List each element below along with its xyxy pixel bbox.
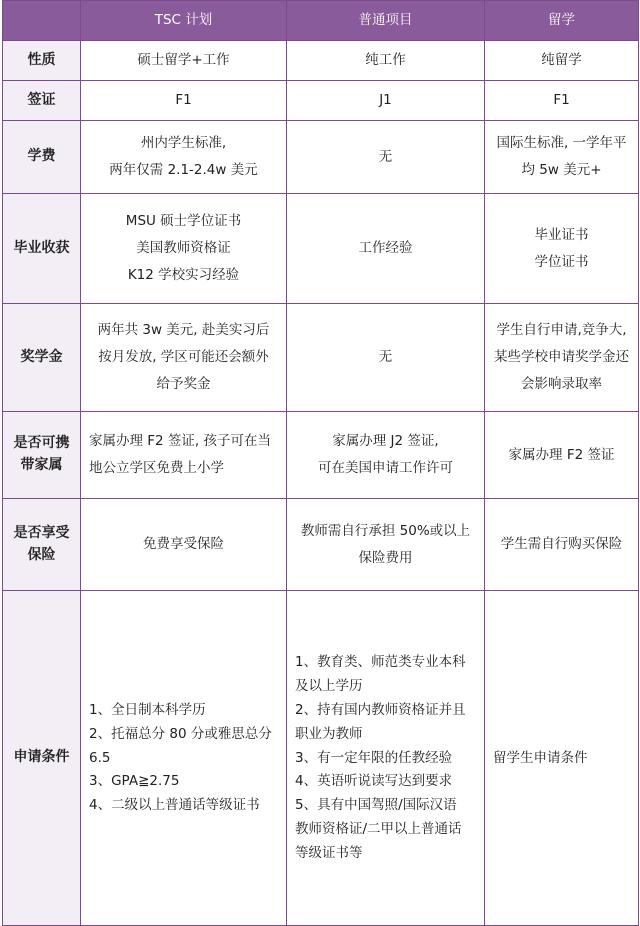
header-corner [3, 1, 81, 41]
cell-line: 学位证书 [534, 253, 589, 270]
row-label-line: 是否可携 [13, 435, 70, 452]
cell-line: 某些学校申请奖学金还 [494, 349, 629, 366]
header-tsc-plan: TSC 计划 [81, 1, 287, 41]
cell-family-tsc [81, 412, 287, 499]
list-item: 3、有一定年限的任教经验 [295, 749, 453, 766]
cell-insurance-tsc: 免费享受保险 [81, 499, 287, 591]
row-insurance [3, 499, 639, 591]
row-label-visa: 签证 [3, 81, 81, 121]
list-item: 4、二级以上普通话等级证书 [89, 797, 260, 814]
list-item: 1、全日制本科学历 [89, 701, 206, 718]
row-nature [3, 41, 639, 81]
row-label-requirements: 申请条件 [3, 591, 81, 926]
cell-line: 会影响录取率 [521, 375, 602, 392]
cell-requirements-normal [287, 591, 485, 926]
cell-insurance-normal [287, 499, 485, 591]
header-study-abroad: 留学 [485, 1, 639, 41]
cell-line: 保险费用 [358, 549, 413, 566]
header-normal-program: 普通项目 [287, 1, 485, 41]
list-item: 4、英语听说读写达到要求 [295, 773, 453, 790]
cell-gains-normal: 工作经验 [287, 194, 485, 304]
list-item: 6.5 [89, 749, 111, 766]
row-tuition [3, 121, 639, 194]
cell-line: 美国教师资格证 [136, 240, 231, 257]
row-label-gains: 毕业收获 [3, 194, 81, 304]
cell-line: 地公立学区免费上小学 [89, 460, 224, 476]
comparison-table [2, 0, 639, 926]
cell-insurance-study: 学生需自行购买保险 [485, 499, 639, 591]
cell-line: 可在美国申请工作许可 [318, 460, 453, 476]
list-item: 2、持有国内教师资格证并且 [295, 701, 466, 718]
row-label-scholarship: 奖学金 [3, 304, 81, 412]
cell-line: 州内学生标准, [140, 135, 227, 152]
row-label-insurance [3, 499, 81, 591]
cell-scholarship-normal: 无 [287, 304, 485, 412]
cell-line: 两年仅需 2.1-2.4w 美元 [109, 162, 258, 178]
cell-requirements-study: 留学生申请条件 [485, 591, 639, 926]
list-item: 及以上学历 [295, 677, 363, 694]
cell-tuition-study [485, 121, 639, 194]
cell-line: 均 5w 美元+ [521, 162, 602, 178]
list-item: 5、具有中国驾照/国际汉语 [295, 797, 457, 814]
cell-visa-normal: J1 [287, 81, 485, 121]
cell-gains-study [485, 194, 639, 304]
row-label-line: 带家属 [20, 457, 63, 473]
cell-line: 家属办理 J2 签证, [332, 433, 439, 450]
cell-line: 按月发放, 学区可能还会额外 [98, 349, 269, 366]
list-item: 职业为教师 [295, 725, 363, 742]
list-item: 1、教育类、师范类专业本科 [295, 653, 466, 670]
requirements-list-tsc [89, 700, 278, 817]
cell-line: 学生自行申请,竞争大, [496, 322, 627, 339]
cell-line: 两年共 3w 美元, 赴美实习后 [97, 322, 270, 339]
list-item: 2、托福总分 80 分或雅思总分 [89, 725, 272, 742]
cell-line: 教师需自行承担 50%或以上 [300, 522, 471, 539]
row-scholarship [3, 304, 639, 412]
cell-line: MSU 硕士学位证书 [125, 213, 242, 230]
cell-line: 给予奖金 [156, 375, 211, 392]
cell-line: 毕业证书 [534, 226, 589, 243]
cell-gains-tsc [81, 194, 287, 304]
cell-family-study: 家属办理 F2 签证 [485, 412, 639, 499]
row-label-tuition: 学费 [3, 121, 81, 194]
list-item: 3、GPA≧2.75 [89, 773, 180, 790]
cell-nature-normal: 纯工作 [287, 41, 485, 81]
cell-line: 国际生标准, 一学年平 [496, 135, 627, 152]
cell-requirements-tsc [81, 591, 287, 926]
cell-nature-tsc: 硕士留学+工作 [81, 41, 287, 81]
row-visa [3, 81, 639, 121]
cell-nature-study: 纯留学 [485, 41, 639, 81]
row-requirements [3, 591, 639, 926]
cell-visa-study: F1 [485, 81, 639, 121]
row-gains [3, 194, 639, 304]
cell-visa-tsc: F1 [81, 81, 287, 121]
row-label-family [3, 412, 81, 499]
cell-line: 家属办理 F2 签证, 孩子可在当 [89, 433, 272, 450]
cell-scholarship-tsc [81, 304, 287, 412]
cell-scholarship-study [485, 304, 639, 412]
list-item: 等级证书等 [295, 845, 363, 862]
cell-tuition-tsc [81, 121, 287, 194]
list-item: 教师资格证/二甲以上普通话 [295, 821, 462, 838]
requirements-list-normal [295, 652, 476, 864]
cell-family-normal [287, 412, 485, 499]
row-family [3, 412, 639, 499]
row-label-line: 保险 [27, 546, 56, 563]
row-label-line: 是否享受 [13, 524, 70, 541]
cell-tuition-normal: 无 [287, 121, 485, 194]
table-header [3, 1, 639, 41]
cell-line: K12 学校实习经验 [127, 266, 240, 283]
row-label-nature: 性质 [3, 41, 81, 81]
